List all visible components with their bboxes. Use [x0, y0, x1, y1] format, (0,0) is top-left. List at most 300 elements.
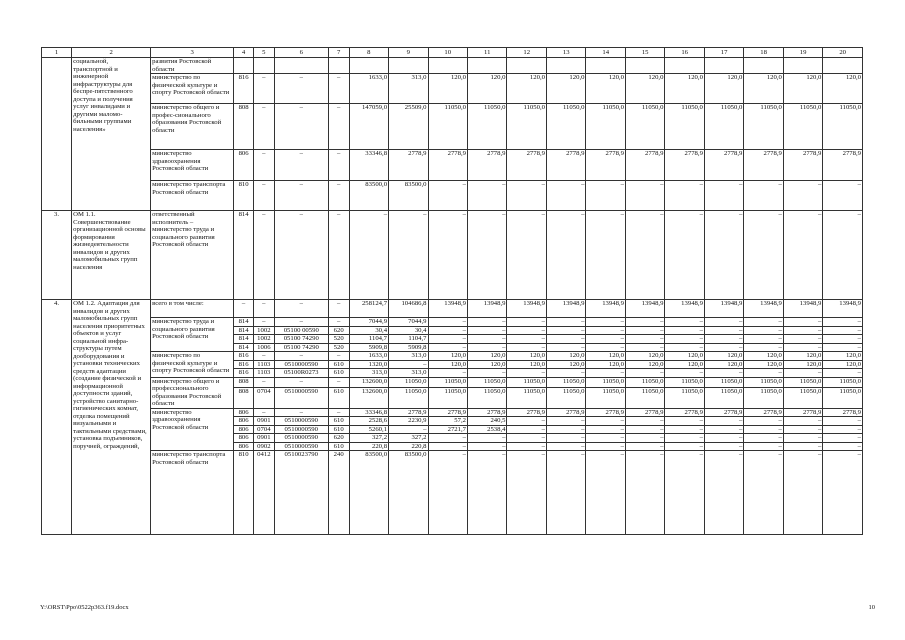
executor-cell: министерство по физической культуре и спорту Ростовской области	[151, 352, 234, 378]
value-cell: 5260,1	[349, 425, 388, 434]
value-cell: –	[468, 369, 507, 378]
value-cell: –	[704, 318, 743, 327]
value-cell: –	[428, 369, 467, 378]
value-cell: 1103	[253, 360, 274, 369]
value-cell: 11050,0	[783, 388, 822, 408]
value-cell: 2230,9	[389, 417, 428, 426]
value-cell: –	[586, 335, 625, 344]
value-cell: 5909,8	[389, 343, 428, 352]
column-number: 19	[783, 48, 822, 58]
value-cell: 0510023790	[274, 451, 328, 535]
value-cell: –	[428, 335, 467, 344]
value-cell: –	[253, 104, 274, 150]
column-number: 1	[42, 48, 72, 58]
value-cell	[586, 58, 625, 74]
value-cell: –	[625, 343, 664, 352]
value-cell: –	[389, 425, 428, 434]
value-cell: –	[586, 326, 625, 335]
value-cell: 610	[328, 442, 349, 451]
column-number-row	[42, 48, 863, 58]
column-number: 2	[72, 48, 151, 58]
value-cell: 120,0	[546, 360, 585, 369]
value-cell: –	[428, 451, 467, 535]
value-cell: 7044,9	[389, 318, 428, 327]
value-cell: 120,0	[428, 360, 467, 369]
value-cell: 120,0	[744, 360, 783, 369]
table-row	[42, 104, 863, 150]
value-cell: –	[468, 211, 507, 300]
value-cell: 120,0	[586, 74, 625, 104]
value-cell: –	[783, 343, 822, 352]
value-cell: 2778,9	[507, 150, 546, 181]
value-cell: 7044,9	[349, 318, 388, 327]
value-cell: –	[328, 181, 349, 211]
value-cell: –	[744, 181, 783, 211]
value-cell: 13948,9	[704, 300, 743, 318]
value-cell: –	[783, 425, 822, 434]
value-cell: 0510000590	[274, 360, 328, 369]
value-cell: 30,4	[349, 326, 388, 335]
value-cell: 11050,0	[586, 377, 625, 388]
value-cell: –	[783, 335, 822, 344]
value-cell: –	[253, 408, 274, 417]
value-cell: 57,2	[428, 417, 467, 426]
value-cell: –	[665, 417, 704, 426]
value-cell: 120,0	[665, 352, 704, 361]
value-cell: 2778,9	[546, 150, 585, 181]
value-cell: –	[328, 318, 349, 327]
value-cell: –	[823, 369, 863, 378]
value-cell: –	[704, 369, 743, 378]
value-cell: 2778,9	[389, 408, 428, 417]
table-row	[42, 377, 863, 388]
value-cell: 132600,0	[349, 377, 388, 388]
row-number-cell	[42, 58, 72, 211]
value-cell: –	[744, 318, 783, 327]
column-number: 6	[274, 48, 328, 58]
value-cell: –	[665, 451, 704, 535]
value-cell: 806	[234, 408, 254, 417]
value-cell: 2778,9	[586, 408, 625, 417]
value-cell: 120,0	[586, 360, 625, 369]
column-number: 13	[546, 48, 585, 58]
value-cell: 814	[234, 211, 254, 300]
table-row	[42, 300, 863, 318]
value-cell: 816	[234, 352, 254, 361]
value-cell: 0412	[253, 451, 274, 535]
value-cell: –	[586, 369, 625, 378]
value-cell: –	[625, 442, 664, 451]
value-cell: –	[586, 343, 625, 352]
value-cell: –	[823, 442, 863, 451]
column-number: 12	[507, 48, 546, 58]
value-cell: 2778,9	[468, 150, 507, 181]
executor-cell: министерство по физической культуре и спорту Ростовской области	[151, 74, 234, 104]
value-cell: –	[665, 211, 704, 300]
value-cell: 2778,9	[507, 408, 546, 417]
value-cell: 120,0	[783, 352, 822, 361]
value-cell: 120,0	[507, 360, 546, 369]
value-cell: –	[704, 425, 743, 434]
value-cell: –	[428, 211, 467, 300]
value-cell: 2778,9	[744, 408, 783, 417]
value-cell: –	[783, 434, 822, 443]
value-cell: 13948,9	[586, 300, 625, 318]
value-cell: 120,0	[823, 74, 863, 104]
value-cell: 2778,9	[586, 150, 625, 181]
value-cell: 11050,0	[468, 104, 507, 150]
value-cell: 313,0	[389, 74, 428, 104]
value-cell: 11050,0	[823, 104, 863, 150]
value-cell: –	[507, 442, 546, 451]
value-cell: 120,0	[823, 352, 863, 361]
value-cell: 120,0	[704, 74, 743, 104]
value-cell: –	[586, 318, 625, 327]
value-cell: 0902	[253, 442, 274, 451]
value-cell	[468, 58, 507, 74]
value-cell	[274, 58, 328, 74]
value-cell: –	[328, 74, 349, 104]
value-cell: 327,2	[389, 434, 428, 443]
value-cell: 11050,0	[546, 104, 585, 150]
value-cell: –	[665, 425, 704, 434]
value-cell: –	[625, 211, 664, 300]
value-cell: –	[625, 318, 664, 327]
value-cell: 2778,9	[704, 150, 743, 181]
value-cell: 806	[234, 425, 254, 434]
value-cell: 610	[328, 417, 349, 426]
value-cell: –	[586, 211, 625, 300]
value-cell: –	[253, 211, 274, 300]
value-cell: –	[704, 326, 743, 335]
value-cell: 11050,0	[507, 377, 546, 388]
value-cell: –	[783, 181, 822, 211]
value-cell: 5909,8	[349, 343, 388, 352]
value-cell: –	[428, 181, 467, 211]
value-cell: 120,0	[704, 352, 743, 361]
value-cell: 220,8	[389, 442, 428, 451]
executor-cell: ответственный исполнитель – министерство труда и социального развития Ростовской области	[151, 211, 234, 300]
value-cell: 816	[234, 74, 254, 104]
value-cell: –	[328, 211, 349, 300]
value-cell: –	[704, 181, 743, 211]
value-cell: 0510000590	[274, 425, 328, 434]
value-cell: 1002	[253, 326, 274, 335]
value-cell: 11050,0	[507, 104, 546, 150]
executor-cell: министерство здравоохранения Ростовской области	[151, 150, 234, 181]
value-cell: –	[625, 425, 664, 434]
value-cell: 0510000590	[274, 442, 328, 451]
table-row	[42, 352, 863, 361]
value-cell: 816	[234, 369, 254, 378]
value-cell: –	[274, 300, 328, 318]
value-cell: –	[546, 181, 585, 211]
value-cell: 1104,7	[349, 335, 388, 344]
value-cell: –	[468, 451, 507, 535]
value-cell: 0901	[253, 434, 274, 443]
value-cell: 240	[328, 451, 349, 535]
value-cell: 808	[234, 377, 254, 388]
value-cell: –	[468, 181, 507, 211]
value-cell: –	[823, 335, 863, 344]
value-cell: –	[823, 211, 863, 300]
value-cell: –	[507, 417, 546, 426]
value-cell: 313,0	[389, 369, 428, 378]
value-cell: 33346,8	[349, 408, 388, 417]
value-cell: 1320,0	[349, 360, 388, 369]
value-cell: –	[468, 326, 507, 335]
value-cell: –	[783, 451, 822, 535]
value-cell: 2721,7	[428, 425, 467, 434]
value-cell: 104686,8	[389, 300, 428, 318]
value-cell: 0510000590	[274, 417, 328, 426]
value-cell	[428, 58, 467, 74]
value-cell: 120,0	[704, 360, 743, 369]
value-cell: 11050,0	[586, 104, 625, 150]
value-cell: –	[389, 360, 428, 369]
table-row	[42, 408, 863, 417]
value-cell: –	[546, 451, 585, 535]
value-cell: 240,5	[468, 417, 507, 426]
value-cell: 13948,9	[823, 300, 863, 318]
value-cell: –	[625, 417, 664, 426]
value-cell: 120,0	[625, 74, 664, 104]
value-cell: 2778,9	[783, 150, 822, 181]
value-cell: 11050,0	[546, 388, 585, 408]
executor-cell: всего в том числе:	[151, 300, 234, 318]
value-cell: 808	[234, 104, 254, 150]
value-cell: 2778,9	[665, 408, 704, 417]
value-cell: –	[328, 352, 349, 361]
value-cell: –	[274, 352, 328, 361]
value-cell: –	[546, 326, 585, 335]
value-cell: –	[665, 318, 704, 327]
value-cell: 147059,0	[349, 104, 388, 150]
value-cell: 327,2	[349, 434, 388, 443]
value-cell: –	[468, 335, 507, 344]
value-cell: –	[328, 104, 349, 150]
value-cell: 806	[234, 150, 254, 181]
file-path-footer: Y:\ORST\Ppo\0522p363.f19.docx	[40, 604, 129, 611]
value-cell: 25509,0	[389, 104, 428, 150]
value-cell: –	[428, 442, 467, 451]
value-cell: –	[507, 318, 546, 327]
value-cell: –	[625, 181, 664, 211]
value-cell: 83500,0	[349, 451, 388, 535]
executor-cell: министерство труда и социального развития Ростовской области	[151, 318, 234, 352]
value-cell: –	[507, 181, 546, 211]
value-cell: 120,0	[823, 360, 863, 369]
value-cell: –	[328, 408, 349, 417]
value-cell: 11050,0	[546, 377, 585, 388]
value-cell: 13948,9	[783, 300, 822, 318]
value-cell: –	[546, 434, 585, 443]
value-cell: –	[274, 211, 328, 300]
value-cell: –	[349, 211, 388, 300]
value-cell: 11050,0	[783, 104, 822, 150]
value-cell: –	[704, 211, 743, 300]
value-cell: 520	[328, 343, 349, 352]
value-cell: –	[823, 181, 863, 211]
value-cell: –	[546, 318, 585, 327]
value-cell: 120,0	[665, 360, 704, 369]
value-cell: 13948,9	[468, 300, 507, 318]
value-cell: 83500,0	[349, 181, 388, 211]
value-cell: –	[586, 425, 625, 434]
table-row	[42, 74, 863, 104]
value-cell: –	[253, 352, 274, 361]
value-cell	[823, 58, 863, 74]
value-cell: –	[428, 343, 467, 352]
value-cell: 2778,9	[823, 150, 863, 181]
value-cell: –	[507, 369, 546, 378]
value-cell: –	[253, 150, 274, 181]
value-cell: –	[546, 442, 585, 451]
column-number: 14	[586, 48, 625, 58]
value-cell: 13948,9	[744, 300, 783, 318]
value-cell: 11050,0	[468, 388, 507, 408]
value-cell: 814	[234, 343, 254, 352]
value-cell: 13948,9	[665, 300, 704, 318]
value-cell: 806	[234, 442, 254, 451]
value-cell: 806	[234, 417, 254, 426]
value-cell: –	[744, 211, 783, 300]
value-cell: –	[274, 150, 328, 181]
value-cell: 05100 74290	[274, 335, 328, 344]
value-cell: –	[274, 181, 328, 211]
value-cell: –	[546, 369, 585, 378]
value-cell: –	[744, 369, 783, 378]
row-number-cell: 4.	[42, 300, 72, 535]
value-cell: 620	[328, 434, 349, 443]
value-cell: 2778,9	[625, 408, 664, 417]
value-cell: 120,0	[625, 360, 664, 369]
executor-cell: развития Ростовской области	[151, 58, 234, 74]
value-cell: –	[546, 343, 585, 352]
value-cell: 05100 74290	[274, 343, 328, 352]
value-cell: –	[546, 417, 585, 426]
value-cell: 120,0	[468, 360, 507, 369]
value-cell: 11050,0	[665, 104, 704, 150]
column-number: 16	[665, 48, 704, 58]
value-cell: –	[665, 326, 704, 335]
value-cell: –	[507, 335, 546, 344]
value-cell: 11050,0	[625, 104, 664, 150]
value-cell: –	[428, 318, 467, 327]
value-cell: –	[744, 326, 783, 335]
value-cell: 120,0	[507, 74, 546, 104]
value-cell: 11050,0	[744, 377, 783, 388]
value-cell: 2528,6	[349, 417, 388, 426]
value-cell: 120,0	[428, 352, 467, 361]
value-cell: 120,0	[783, 360, 822, 369]
value-cell	[389, 58, 428, 74]
value-cell: 520	[328, 335, 349, 344]
value-cell: –	[234, 300, 254, 318]
value-cell: 120,0	[546, 74, 585, 104]
value-cell: –	[586, 434, 625, 443]
value-cell: –	[783, 318, 822, 327]
value-cell: –	[328, 300, 349, 318]
value-cell: 1633,0	[349, 352, 388, 361]
executor-cell: министерство здравоохранения Ростовской области	[151, 408, 234, 451]
row-number-cell: 3.	[42, 211, 72, 300]
value-cell: 11050,0	[428, 104, 467, 150]
column-number: 8	[349, 48, 388, 58]
value-cell: –	[744, 417, 783, 426]
value-cell	[665, 58, 704, 74]
value-cell: 11050,0	[428, 377, 467, 388]
value-cell	[349, 58, 388, 74]
value-cell: –	[274, 318, 328, 327]
value-cell: –	[625, 369, 664, 378]
value-cell: 258124,7	[349, 300, 388, 318]
value-cell: 11050,0	[744, 104, 783, 150]
value-cell: 2778,9	[468, 408, 507, 417]
column-number: 7	[328, 48, 349, 58]
value-cell: 11050,0	[823, 377, 863, 388]
value-cell: –	[744, 434, 783, 443]
value-cell: 2778,9	[625, 150, 664, 181]
value-cell: –	[704, 417, 743, 426]
value-cell: –	[253, 377, 274, 388]
value-cell: –	[823, 326, 863, 335]
value-cell: –	[823, 425, 863, 434]
value-cell	[234, 58, 254, 74]
value-cell: –	[468, 442, 507, 451]
value-cell: –	[389, 211, 428, 300]
value-cell: 120,0	[428, 74, 467, 104]
value-cell: 120,0	[744, 74, 783, 104]
value-cell: –	[625, 326, 664, 335]
value-cell: 05100R0273	[274, 369, 328, 378]
value-cell: –	[274, 408, 328, 417]
value-cell: –	[274, 104, 328, 150]
value-cell: 120,0	[744, 352, 783, 361]
value-cell: 132600,0	[349, 388, 388, 408]
value-cell: –	[253, 74, 274, 104]
executor-cell: министерство общего и профес-сионального образования Ростовской области	[151, 104, 234, 150]
value-cell: 120,0	[507, 352, 546, 361]
value-cell: 11050,0	[389, 377, 428, 388]
value-cell: 11050,0	[665, 377, 704, 388]
value-cell: 33346,8	[349, 150, 388, 181]
column-number: 17	[704, 48, 743, 58]
measure-name-cell: социальной, транспортной и инженерной инфраструктуры для беспре-пятственного доступа и получения услуг инвалидами и другими маломо-бильными группами населения»	[72, 58, 151, 211]
value-cell: –	[625, 335, 664, 344]
value-cell: –	[586, 181, 625, 211]
value-cell: –	[704, 343, 743, 352]
value-cell: –	[744, 343, 783, 352]
value-cell: –	[586, 451, 625, 535]
value-cell: 1002	[253, 335, 274, 344]
table-row	[42, 451, 863, 535]
document-page	[41, 47, 863, 535]
value-cell: 810	[234, 181, 254, 211]
column-number: 15	[625, 48, 664, 58]
value-cell: 814	[234, 326, 254, 335]
value-cell: 11050,0	[389, 388, 428, 408]
table-row	[42, 318, 863, 327]
value-cell: 11050,0	[704, 377, 743, 388]
value-cell: 11050,0	[428, 388, 467, 408]
value-cell: 11050,0	[665, 388, 704, 408]
value-cell: 2778,9	[428, 150, 467, 181]
value-cell: –	[783, 369, 822, 378]
value-cell: 11050,0	[468, 377, 507, 388]
value-cell: –	[823, 343, 863, 352]
value-cell: –	[253, 300, 274, 318]
